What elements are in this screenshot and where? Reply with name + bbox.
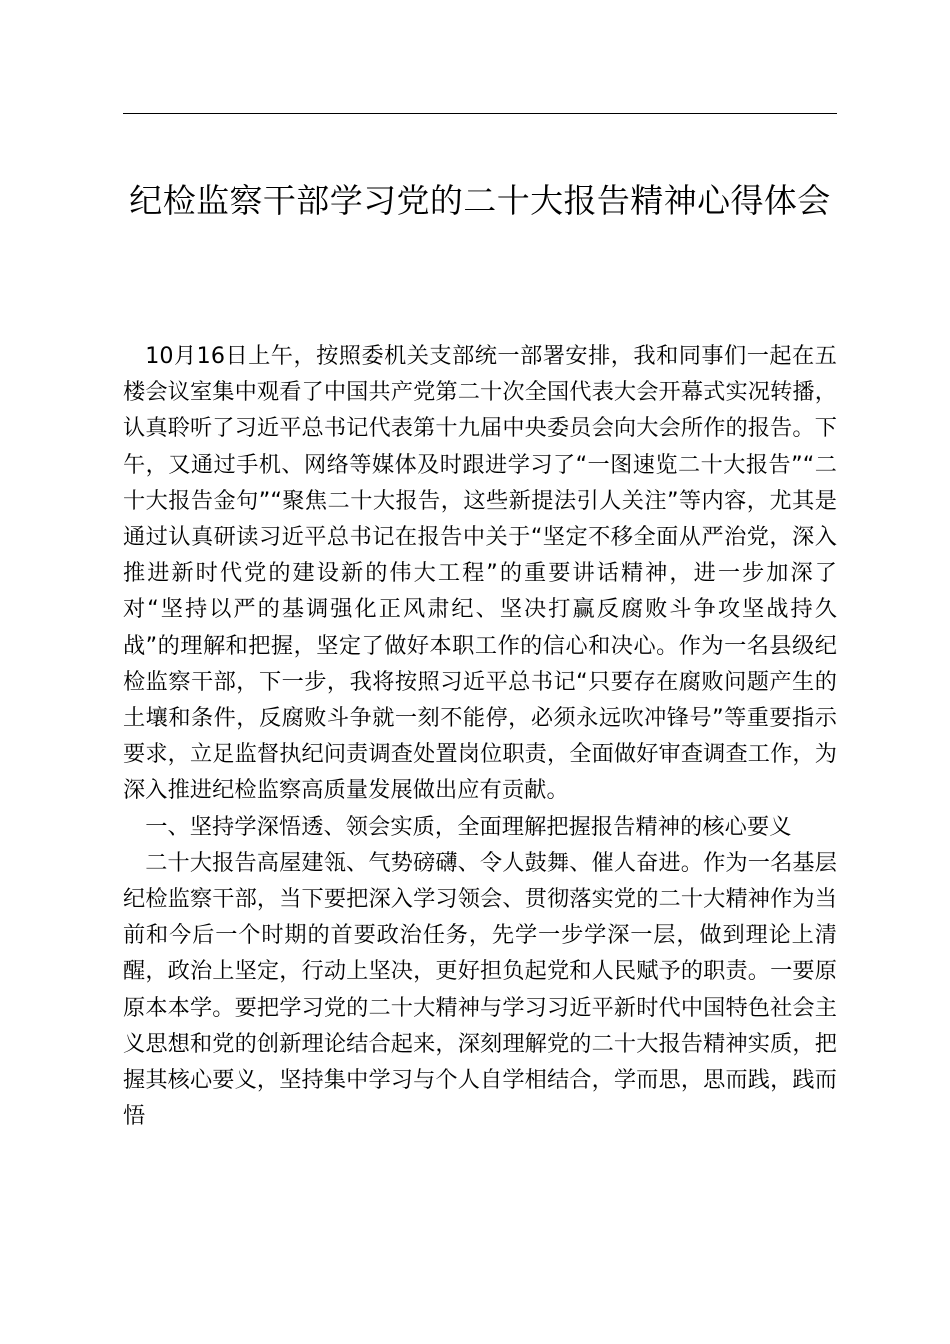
document-body bbox=[123, 338, 837, 1134]
paragraph-section-1: 二十大报告高屋建瓴、气势磅礴、令人鼓舞、催人奋进。作为一名基层纪检监察干部，当下要把深入学习领会、贯彻落实党的二十大精神作为当前和今后一个时期的首要政治任务，先学一步学深一层，做到理论上清醒，政治上坚定，行动上坚决，更好担负起党和人民赋予的职责。一要原原本本学。要把学习党的二十大精神与学习习近平新时代中国特色社会主义思想和党的创新理论结合起来，深刻理解党的二十大报告精神实质，把握其核心要义，坚持集中学习与个人自学相结合，学而思，思而践，践而悟 bbox=[123, 849, 837, 1130]
paragraph-intro: 10月16日上午，按照委机关支部统一部署安排，我和同事们一起在五楼会议室集中观看了中国共产党第二十次全国代表大会开幕式实况转播，认真聆听了习近平总书记代表第十九届中央委员会向大会所作的报告。下午，又通过手机、网络等媒体及时跟进学习了“一图速览二十大报告”“二十大报告金句”“聚焦二十大报告，这些新提法引人关注”等内容，尤其是通过认真研读习近平总书记在报告中关于“坚定不移全面从严治党，深入推进新时代党的建设新的伟大工程”的重要讲话精神，进一步加深了对“坚持以严的基调强化正风肃纪、坚决打赢反腐败斗争攻坚战持久战”的理解和把握，坚定了做好本职工作的信心和决心。作为一名县级纪检监察干部，下一步，我将按照习近平总书记“只要存在腐败问题产生的土壤和条件，反腐败斗争就一刻不能停，必须永远吹冲锋号”等重要指示要求，立足监督执纪问责调查处置岗位职责，全面做好审查调查工作，为深入推进纪检监察高质量发展做出应有贡献。 bbox=[123, 343, 837, 804]
header-rule bbox=[123, 113, 837, 114]
document-title: 纪检监察干部学习党的二十大报告精神心得体会 bbox=[129, 181, 831, 220]
section-heading-1: 一、坚持学深悟透、领会实质，全面理解把握报告精神的核心要义 bbox=[145, 813, 792, 840]
